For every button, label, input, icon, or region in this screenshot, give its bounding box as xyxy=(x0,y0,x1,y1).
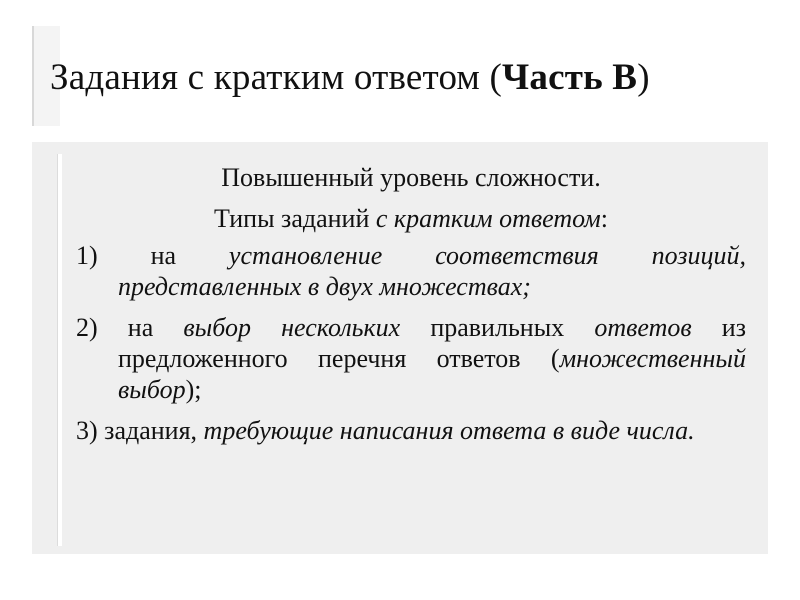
list-item-3-italic: требующие написания ответа в виде числа. xyxy=(203,416,695,445)
list-item-3-text: задания, xyxy=(104,416,204,445)
task-types-end: : xyxy=(600,204,608,233)
list-item-2-italic-2: ответов xyxy=(594,313,692,342)
list-item-1-number: 1) xyxy=(76,241,151,270)
list-item-2 xyxy=(76,312,746,405)
slide-title-prefix: Задания с кратким ответом ( xyxy=(50,57,503,98)
slide-body xyxy=(76,162,746,456)
task-types-heading xyxy=(76,203,746,234)
list-item-2-number: 2) xyxy=(76,313,128,342)
list-item-2-text-3: из предложенного перечня ответов ( xyxy=(118,313,746,373)
list-item-1-text: на xyxy=(150,241,229,270)
list-item-1 xyxy=(76,240,746,302)
list-item-3 xyxy=(76,415,746,446)
list-item-3-number: 3) xyxy=(76,416,105,445)
slide-title-bold: Часть В xyxy=(502,57,638,98)
task-types-text: Типы заданий xyxy=(214,204,376,233)
content-panel-edge xyxy=(57,154,62,546)
slide-title xyxy=(50,56,650,99)
difficulty-level: Повышенный уровень сложности. xyxy=(221,163,601,192)
slide-title-suffix: ) xyxy=(637,57,650,98)
list-item-2-italic-3: множественный выбор xyxy=(118,344,746,404)
list-item-2-text-4: ); xyxy=(185,375,202,404)
task-types-italic: с кратким ответом xyxy=(375,204,601,233)
list-item-1-italic: установление соответствия позиций, представленных в двух множествах; xyxy=(118,241,746,301)
list-item-2-italic-1: выбор нескольких xyxy=(183,313,401,342)
list-item-2-text-2: правильных xyxy=(400,313,595,342)
list-item-2-text-1: на xyxy=(127,313,184,342)
title-band-edge xyxy=(32,26,34,126)
